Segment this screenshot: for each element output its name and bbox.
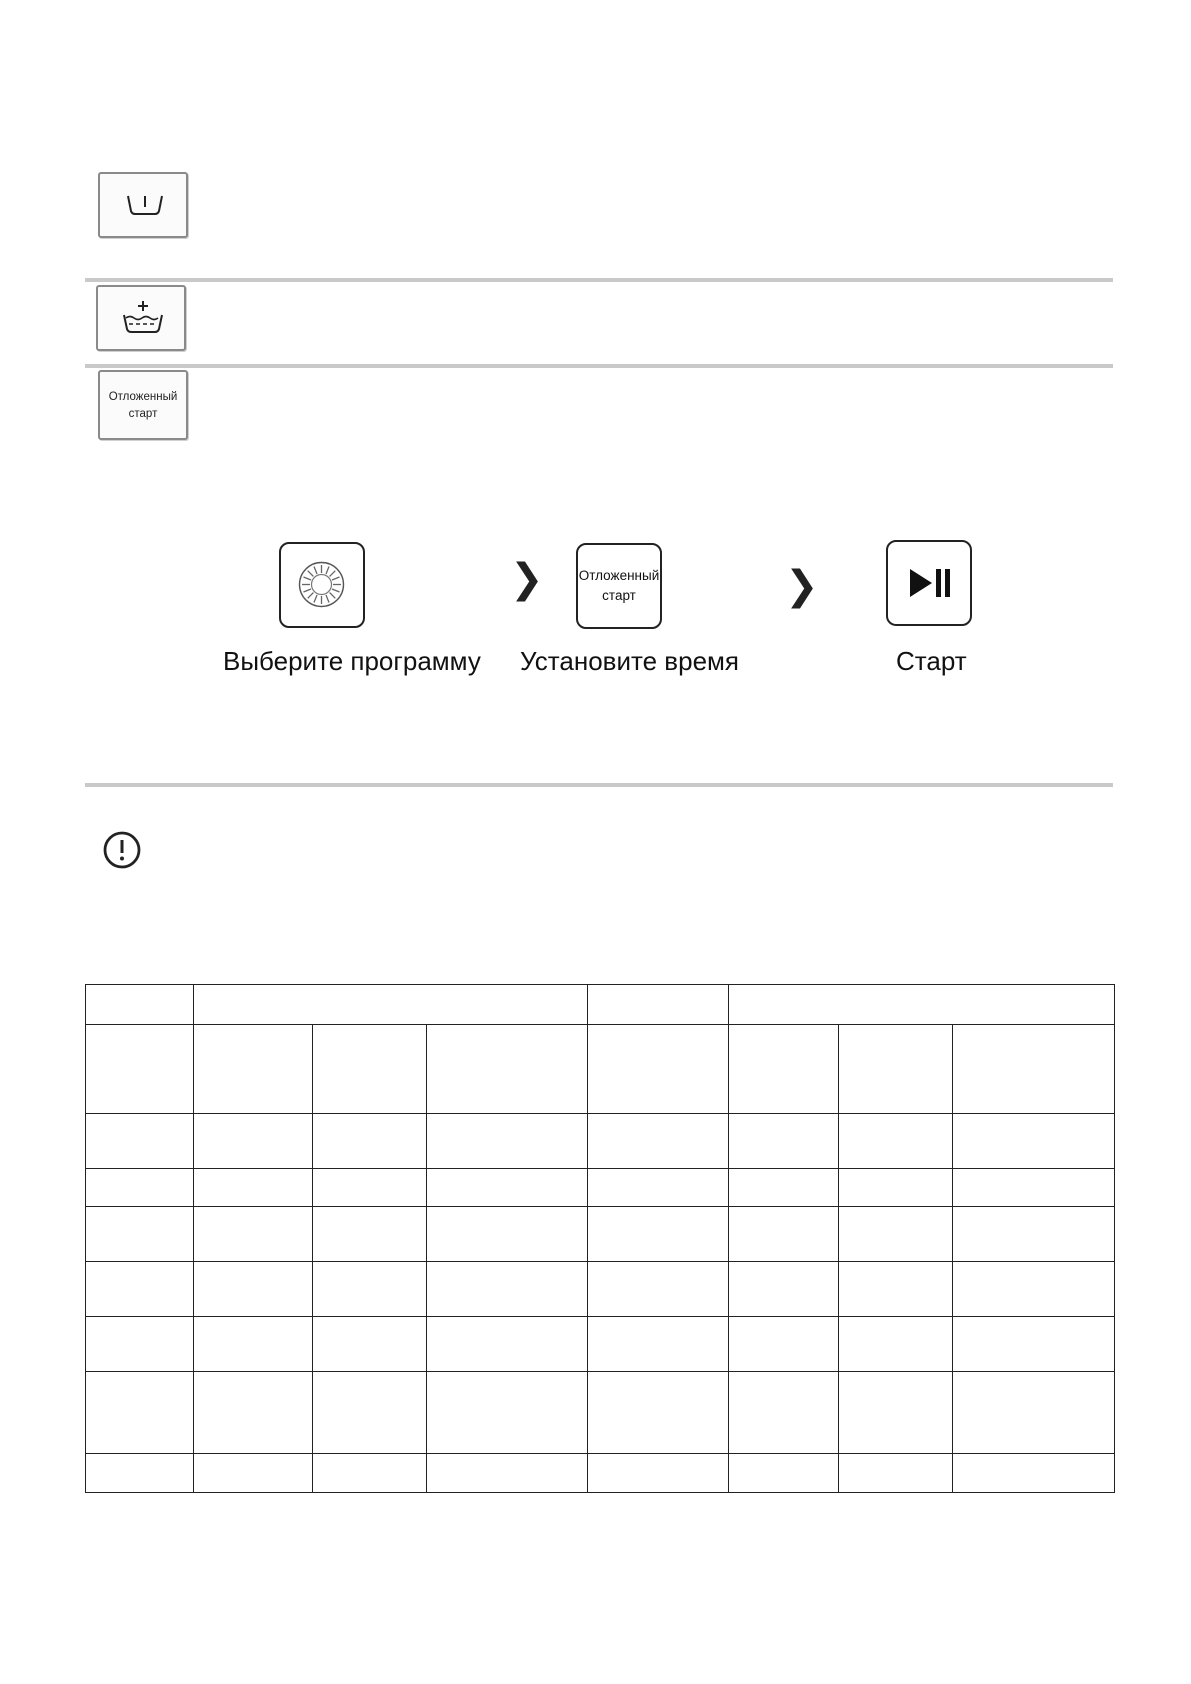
delayed-start-button-icon <box>98 370 188 440</box>
table-cell <box>86 1317 194 1372</box>
table-cell <box>427 1317 588 1372</box>
table-cell <box>194 1317 313 1372</box>
table-cell <box>729 1262 839 1317</box>
table-cell <box>427 1207 588 1262</box>
table-cell <box>729 1454 839 1493</box>
table-cell <box>588 1169 729 1207</box>
table-cell <box>313 1025 427 1114</box>
table-cell <box>588 1372 729 1454</box>
table-cell <box>86 1207 194 1262</box>
table-cell <box>427 1262 588 1317</box>
table-cell <box>588 1454 729 1493</box>
table-cell <box>953 1317 1115 1372</box>
table-cell <box>588 1114 729 1169</box>
table-cell <box>588 1025 729 1114</box>
table-cell <box>194 1025 313 1114</box>
step-arrow-icon: ❯ <box>785 564 819 608</box>
table-cell <box>839 1114 953 1169</box>
step-label-select-program: Выберите программу <box>223 646 481 676</box>
table-row <box>86 1262 1115 1317</box>
step-arrow-icon: ❯ <box>510 557 544 601</box>
play-pause-icon <box>888 542 969 623</box>
table-cell <box>839 1025 953 1114</box>
table-cell <box>427 1454 588 1493</box>
prewash-basin-icon <box>100 174 190 240</box>
data-table <box>85 984 1115 1493</box>
section-divider <box>85 364 1113 368</box>
table-cell <box>839 1317 953 1372</box>
table-cell <box>194 1114 313 1169</box>
step-label-set-time: Установите время <box>520 646 739 676</box>
table-cell <box>313 1454 427 1493</box>
table-cell <box>953 1114 1115 1169</box>
delayed-start-label-line2: старт <box>128 408 158 420</box>
table-cell <box>86 1169 194 1207</box>
table-cell <box>313 1114 427 1169</box>
table-cell <box>194 1262 313 1317</box>
table-cell <box>313 1317 427 1372</box>
table-cell <box>588 985 729 1025</box>
table-cell <box>953 1262 1115 1317</box>
table-cell <box>194 1169 313 1207</box>
table-cell <box>839 1169 953 1207</box>
table-cell <box>194 985 588 1025</box>
extra-rinse-button-icon <box>96 285 186 351</box>
step-label-start: Старт <box>896 646 967 676</box>
exclamation-circle-icon <box>102 830 142 870</box>
table-cell <box>839 1454 953 1493</box>
table-cell <box>839 1372 953 1454</box>
table-cell <box>839 1262 953 1317</box>
table-row <box>86 1454 1115 1493</box>
step-select-program <box>279 542 365 628</box>
step-box-label-line2: старт <box>602 588 636 603</box>
table-cell <box>729 1114 839 1169</box>
table-cell <box>194 1454 313 1493</box>
table-cell <box>427 1025 588 1114</box>
table-cell <box>729 985 1115 1025</box>
table-cell <box>729 1169 839 1207</box>
table-cell <box>313 1207 427 1262</box>
table-cell <box>86 1372 194 1454</box>
table-row <box>86 1207 1115 1262</box>
table-cell <box>313 1372 427 1454</box>
table-cell <box>427 1372 588 1454</box>
table-row <box>86 1372 1115 1454</box>
table-cell <box>86 985 194 1025</box>
table-cell <box>86 1114 194 1169</box>
table-cell <box>427 1169 588 1207</box>
section-divider <box>85 783 1113 787</box>
table-row <box>86 1169 1115 1207</box>
table-cell <box>953 1454 1115 1493</box>
step-start <box>886 540 972 626</box>
table-cell <box>588 1207 729 1262</box>
table-cell <box>729 1317 839 1372</box>
table-cell <box>729 1025 839 1114</box>
table-subheader-row <box>86 1025 1115 1114</box>
table-header-row <box>86 985 1115 1025</box>
table-cell <box>588 1317 729 1372</box>
table-cell <box>588 1262 729 1317</box>
table-cell <box>953 1372 1115 1454</box>
program-dial-icon <box>281 544 362 625</box>
table-cell <box>729 1372 839 1454</box>
table-cell <box>313 1169 427 1207</box>
extra-rinse-icon <box>98 287 188 353</box>
table-cell <box>194 1207 313 1262</box>
table-cell <box>953 1025 1115 1114</box>
table-cell <box>953 1169 1115 1207</box>
table-cell <box>86 1025 194 1114</box>
section-divider <box>85 278 1113 282</box>
table-cell <box>729 1207 839 1262</box>
table-cell <box>313 1262 427 1317</box>
table-cell <box>953 1207 1115 1262</box>
table-cell <box>86 1262 194 1317</box>
table-cell <box>194 1372 313 1454</box>
table-cell <box>427 1114 588 1169</box>
delayed-start-label-line1: Отложенный <box>108 391 178 403</box>
table-cell <box>839 1207 953 1262</box>
step-box-label-line1: Отложенный <box>578 568 660 583</box>
table-row <box>86 1317 1115 1372</box>
table-cell <box>86 1454 194 1493</box>
step-delayed-start <box>576 543 662 629</box>
table-row <box>86 1114 1115 1169</box>
prewash-button-icon <box>98 172 188 238</box>
